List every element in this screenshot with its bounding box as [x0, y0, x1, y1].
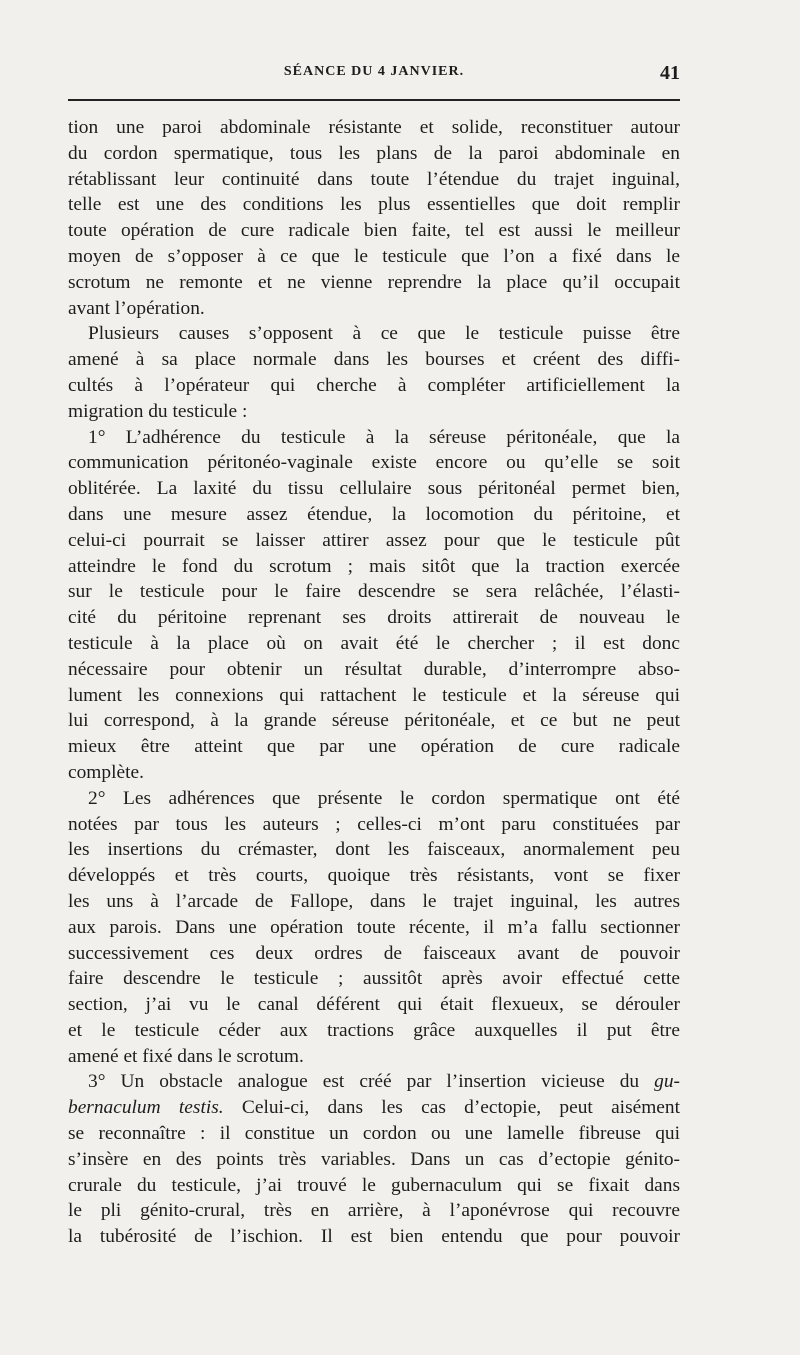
text-line: la tubérosité de l’ischion. Il est bien entendu que pour pouvoir [68, 1226, 680, 1248]
text-line: oblitérée. La laxité du tissu cellulaire sous péritonéal permet bien, [68, 478, 680, 500]
text-line: les insertions du crémaster, dont les faisceaux, anormalement peu [68, 839, 680, 861]
text-line: nécessaire pour obtenir un résultat durable, d’interrompre abso- [68, 658, 680, 680]
text-line: sur le testicule pour le faire descendre se sera relâchée, l’élasti- [68, 581, 680, 603]
text-line: dans une mesure assez étendue, la locomotion du péritoine, et [68, 503, 680, 525]
text-line: développés et très courts, quoique très résistants, vont se fixer [68, 865, 680, 887]
text-line: toute opération de cure radicale bien faite, tel est aussi le meilleur [68, 220, 680, 242]
text-line: moyen de s’opposer à ce que le testicule que l’on a fixé dans le [68, 245, 680, 267]
text-line: le pli génito-crural, très en arrière, à l’aponévrose qui recouvre [68, 1200, 680, 1222]
text-line: et le testicule céder aux tractions grâce auxquelles il put être [68, 1019, 680, 1041]
text-line: du cordon spermatique, tous les plans de la paroi abdominale en [68, 142, 680, 164]
text-line: cultés à l’opérateur qui cherche à compléter artificiellement la [68, 374, 680, 396]
text-line: complète. [68, 761, 144, 783]
text-line: crurale du testicule, j’ai trouvé le gubernaculum qui se fixait dans [68, 1174, 680, 1196]
text-line: avant l’opération. [68, 297, 205, 319]
text-line [68, 1069, 680, 1095]
page-header [68, 62, 680, 92]
text-line: aux parois. Dans une opération toute récente, il m’a fallu sectionner [68, 916, 680, 938]
text-line: tion une paroi abdominale résistante et solide, reconstituer autour [68, 117, 680, 138]
running-title: SÉANCE DU 4 JANVIER. [283, 64, 465, 79]
text-line: rétablissant leur continuité dans toute l’étendue du trajet inguinal, [68, 168, 680, 190]
text-line: amené et fixé dans le scrotum. [68, 1045, 304, 1067]
text-line: scrotum ne remonte et ne vienne reprendre la place qu’il occupait [68, 271, 680, 293]
body-text [68, 115, 680, 1250]
italic-term: gu- [654, 1071, 680, 1093]
text-line: atteindre le fond du scrotum ; mais sitôt que la traction exercée [68, 555, 680, 577]
text-line: Plusieurs causes s’opposent à ce que le testicule puisse être [88, 323, 680, 345]
text-line: 1° L’adhérence du testicule à la séreuse péritonéale, que la [88, 426, 680, 448]
header-rule [68, 99, 680, 101]
text-line: se reconnaître : il constitue un cordon ou une lamelle fibreuse qui [68, 1123, 680, 1145]
text-line: amené à sa place normale dans les bourses et créent des diffi- [68, 349, 680, 371]
text-line: successivement ces deux ordres de faisceaux avant de pouvoir [68, 942, 680, 964]
page-number: 41 [660, 62, 680, 84]
italic-term: bernaculum testis. [68, 1097, 224, 1119]
text-line: testicule à la place où on avait été le chercher ; il est donc [68, 632, 680, 654]
text-line: mieux être atteint que par une opération de cure radicale [68, 736, 680, 758]
text-line: les uns à l’arcade de Fallope, dans le trajet inguinal, les autres [68, 890, 680, 912]
text-line: migration du testicule : [68, 400, 248, 422]
text-line: lui correspond, à la grande séreuse péritonéale, et ce but ne peut [68, 710, 680, 732]
text-line: 2° Les adhérences que présente le cordon spermatique ont été [88, 787, 680, 809]
text-segment: Celui-ci, dans les cas d’ectopie, peut aisément [241, 1097, 680, 1119]
text-line [68, 1095, 680, 1121]
text-line: faire descendre le testicule ; aussitôt après avoir effectué cette [68, 968, 680, 990]
text-line: celui-ci pourrait se laisser attirer assez pour que le testicule pût [68, 529, 680, 551]
text-line: notées par tous les auteurs ; celles-ci m’ont paru constituées par [68, 813, 680, 835]
text-line: telle est une des conditions les plus essentielles que doit remplir [68, 194, 680, 216]
text-line: s’insère en des points très variables. Dans un cas d’ectopie génito- [68, 1148, 680, 1170]
text-line: lument les connexions qui rattachent le testicule et la séreuse qui [68, 684, 680, 706]
text-line: communication péritonéo-vaginale existe encore ou qu’elle se soit [68, 452, 680, 474]
text-line: cité du péritoine reprenant ses droits attirerait de nouveau le [68, 607, 680, 629]
text-line: section, j’ai vu le canal déférent qui était flexueux, se dérouler [68, 994, 680, 1016]
text-segment: 3° Un obstacle analogue est créé par l’insertion vicieuse du [88, 1071, 640, 1093]
